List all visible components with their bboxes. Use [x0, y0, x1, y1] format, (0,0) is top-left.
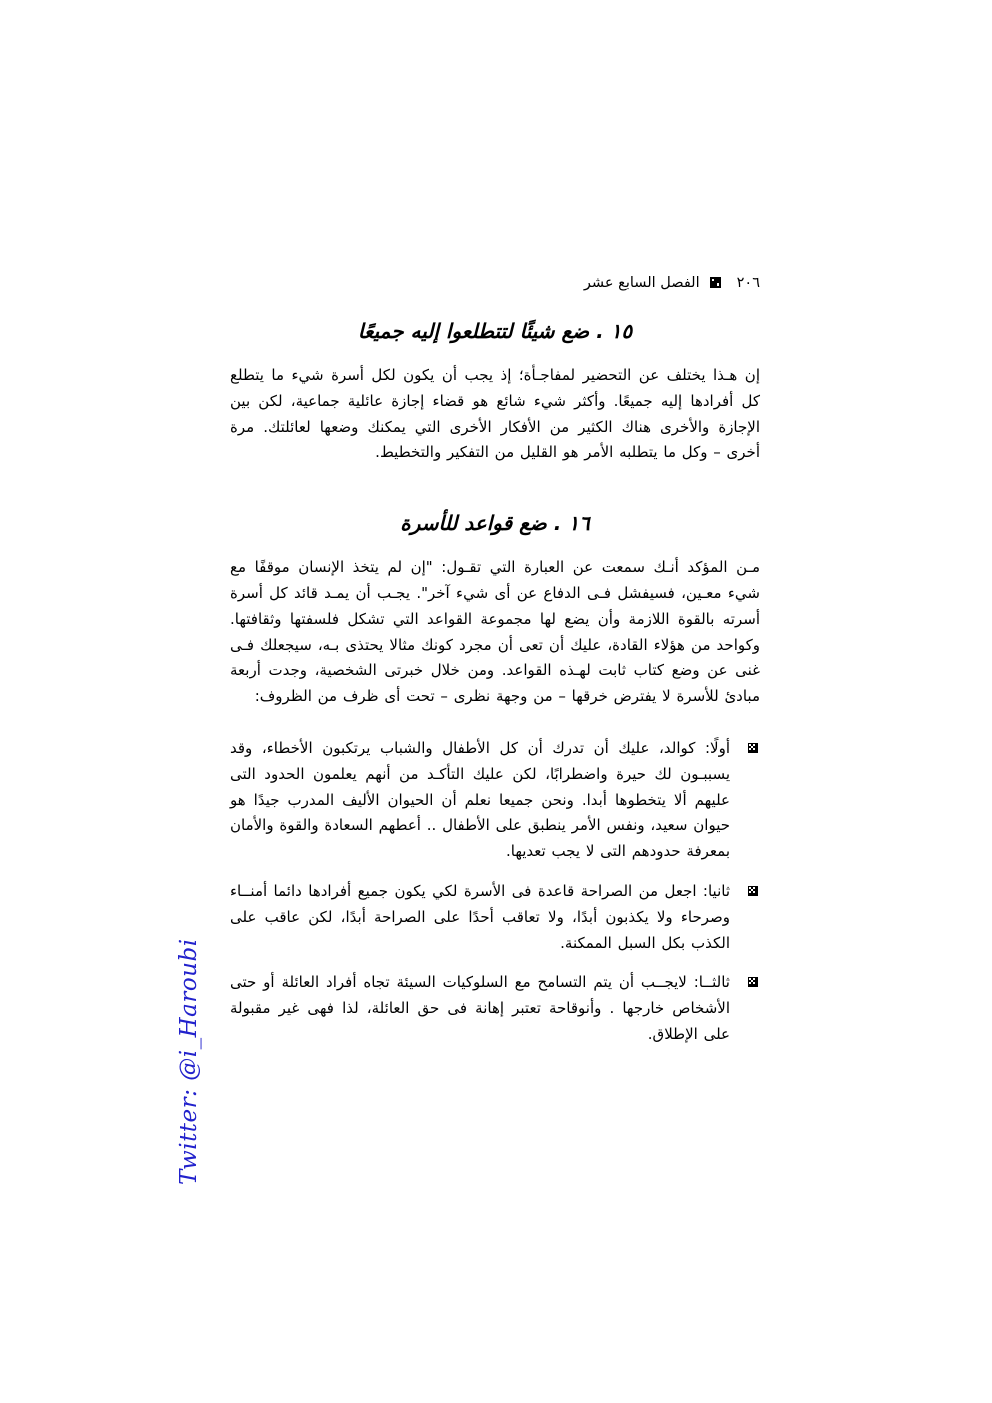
list-item-text: ثانيا: اجعل من الصراحة قاعدة فى الأسرة لكي يكون جميع أفرادها دائما أمنــاء وصرحاء ولا يكذبون أبدًا، ولا تعاقب أحدًا على الصراحة أبدًا، لكن عاقب على الكذب بكل السبل الممكنة.	[230, 881, 730, 952]
list-item	[230, 736, 760, 865]
page-number: ٢٠٦	[736, 275, 760, 291]
list-item-text: ثالثــا: لايجــب أن يتم التسامح مع السلوكيات السيئة تجاه أفراد العائلة أو حتى الأشخاص خارجها . وأنوقاحة تعتبر إهانة فى حق العائلة، لذا فهى غير مقبولة على الإطلاق.	[230, 973, 730, 1043]
list-item-text: أولًا: كوالد، عليك أن تدرك أن كل الأطفال والشباب يرتكبون الأخطاء، وقد يسببـون لك حيرة واضطرابًا، لكن عليك التأكـد من أنهم يعلمون الحدود التى عليهم ألا يتخطوها أبدا. ونحن جميعا نعلم أن الحيوان الأليف المدرب جيدًا هو حيوان سعيد، ونفس الأمر ينطبق على الأطفال .. أعطهم السعادة والقوة والأمان بمعرفة حدودهم التى لا يجب تعديها.	[230, 738, 730, 861]
running-head-chapter: الفصل السابع عشر	[583, 275, 700, 291]
bullet-dingbat-icon	[748, 977, 758, 987]
section-16-paragraph-1: مـن المؤكد أنـك سمعت عن العبارة التي تقـول: "إن لم يتخذ الإنسان موقفًا مع شيء معـين، فسيفشل فـى الدفاع عن أى شيء آخر". يجـب أن يمـد قائد كل أسرة أسرته بالقوة اللازمة وأن يضع لها مجموعة القواعد التي تشكل فلسفتها وثقافتها. وكواحد من هؤلاء القادة، عليك أن تعى أن مجرد كونك مثالا يحتذى بـه، سيجعلك فـى غنى عن وضع كتاب ثابت لهـذه القواعد. ومن خلال خبرتى الشخصية، وجدت أربعة مبادئ للأسرة لا يفترض خرقها – من وجهة نظرى – تحت أى ظرف من الظروف:	[230, 558, 760, 706]
twitter-watermark: Twitter: @i_Haroubi	[176, 938, 202, 1185]
section-15-paragraph-1: إن هـذا يختلف عن التحضير لمفاجـأة؛ إذ يجب أن يكون لكل أسرة شيء ما يتطلع كل أفرادها إليه جميعًا. وأكثر شيء شائع هو قضاء إجازة عائلية جماعية، لكن بين الإجازة والأخرى هناك الكثير من الأفكار الأخرى التي يمكنك وضعها لعائلتك. مرة أخرى – وكل ما يتطلبه الأمر هو القليل من التفكير والتخطيط.	[230, 366, 760, 462]
page-content	[230, 318, 760, 1048]
bullet-dingbat-icon	[748, 743, 758, 753]
family-rules-list	[230, 736, 760, 1048]
list-item	[230, 879, 760, 956]
bullet-dingbat-icon	[748, 886, 758, 896]
decorative-dingbat-icon	[710, 277, 721, 288]
running-head	[232, 275, 760, 291]
list-item	[230, 970, 760, 1047]
section-heading-15: ١٥ . ضع شيئًا لتتطلعوا إليه جميعًا	[357, 319, 633, 343]
section-heading-16: ١٦ . ضع قواعد للأسرة	[400, 511, 590, 536]
